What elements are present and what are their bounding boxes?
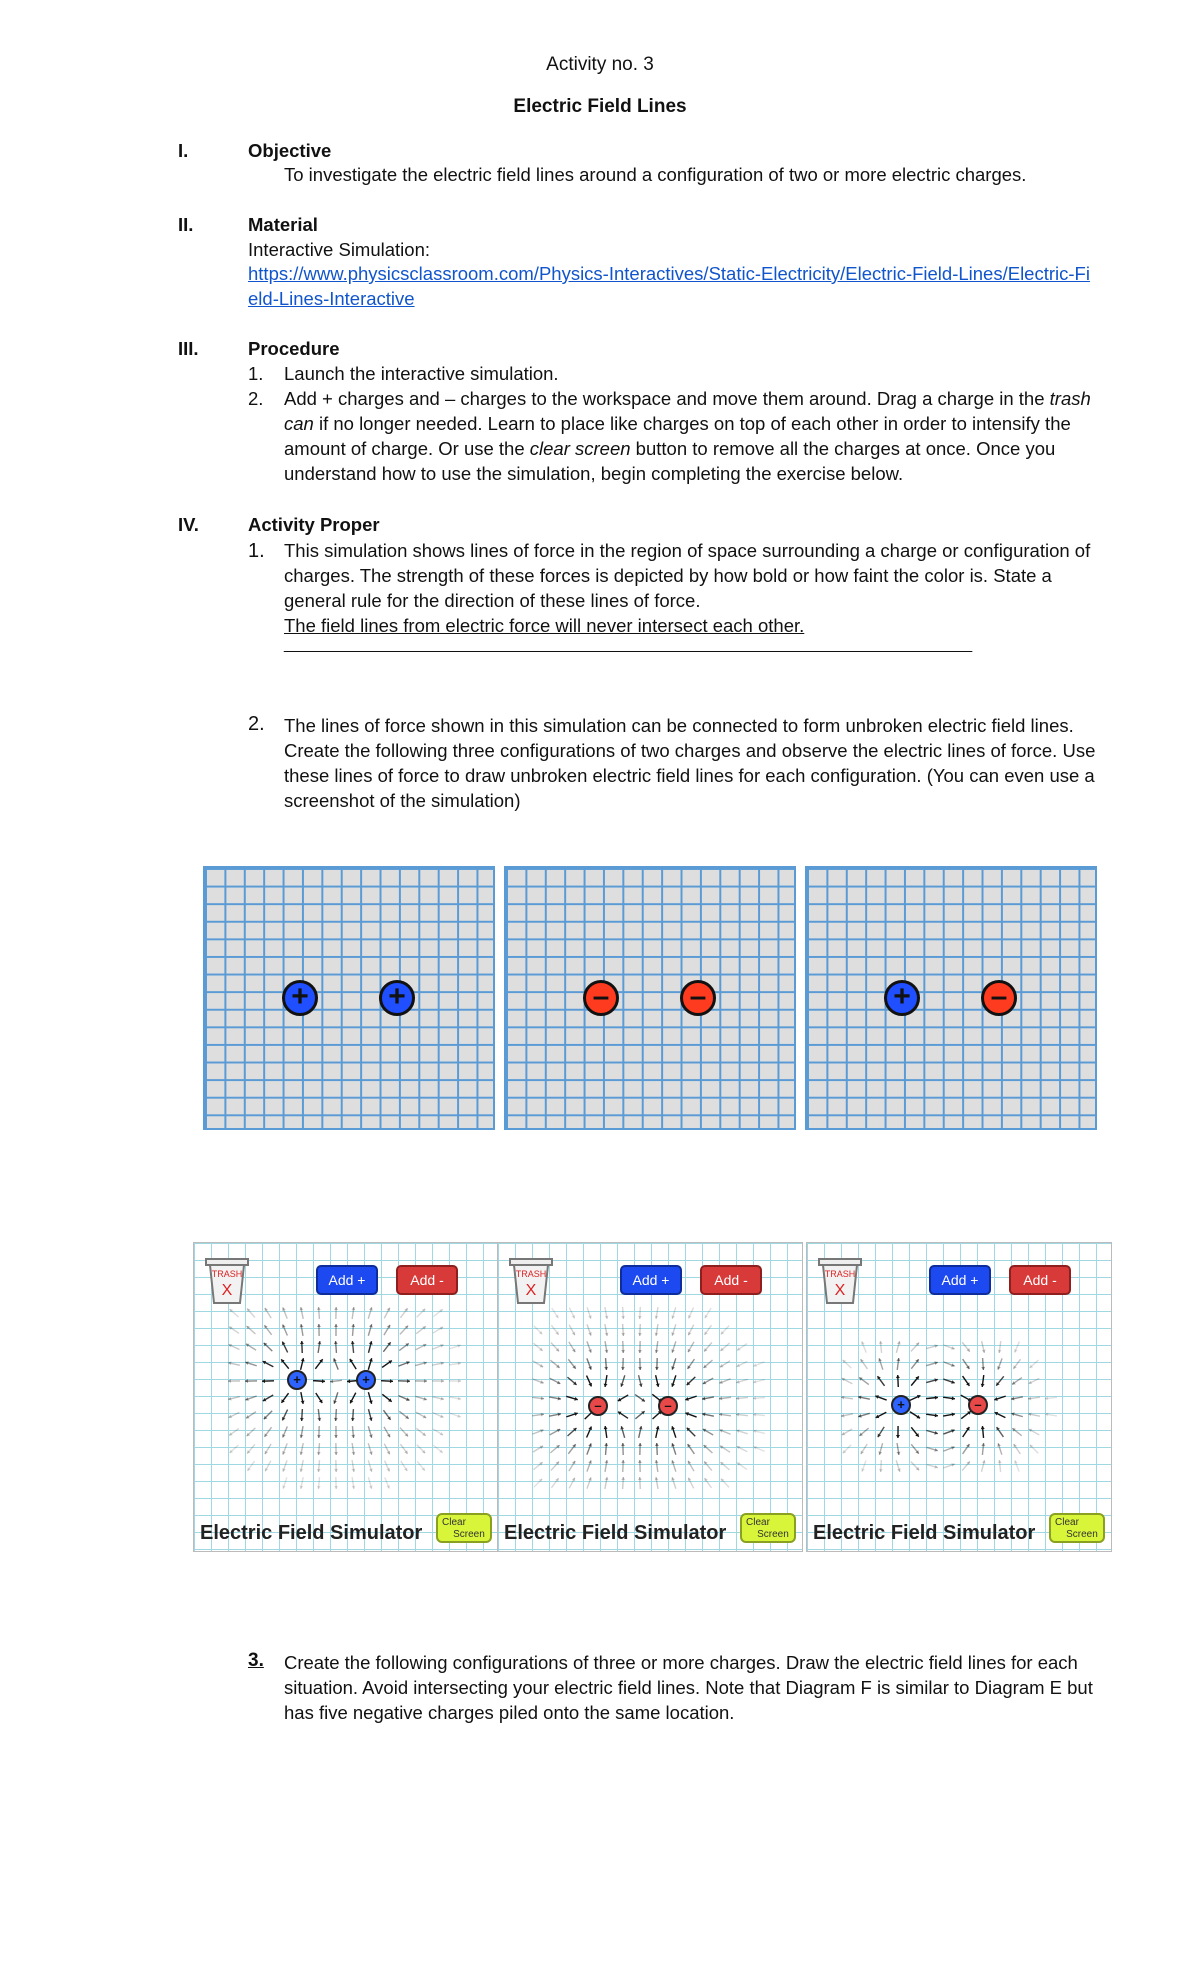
field-arrow-head [334,1452,338,1455]
material-heading: Material [248,214,318,235]
field-arrow-head [334,1435,338,1438]
field-arrow-head [981,1426,985,1429]
field-arrow-head [334,1469,338,1472]
field-arrow-head [896,1358,900,1361]
field-arrow-head [879,1469,883,1472]
objective-heading: Objective [248,140,332,161]
field-arrow-head [753,1413,756,1417]
simulator-screenshot-1 [193,1242,499,1552]
question2-line3: these lines of force to draw unbroken electric field lines for each configuration. (You can even use a [284,765,1095,786]
field-arrow-head [245,1379,248,1383]
question1-line2: charges. The strength of these forces is depicted by how bold or how faint the color is. State a [284,565,1052,586]
question1-answer: The field lines from electric force will never intersect each other. [284,615,805,636]
field-vectors [498,1243,804,1553]
field-arrow-head [317,1469,321,1472]
sim-negative-charge[interactable]: – [588,1396,608,1416]
question1-line1: This simulation shows lines of force in the region of space surrounding a charge or configuration of [284,540,1091,561]
question2-line1: The lines of force shown in this simulation can be connected to form unbroken electric field lines. [284,715,1074,736]
sim-negative-charge[interactable]: – [658,1396,678,1416]
field-arrow-head [935,1396,938,1400]
field-arrow-head [638,1333,642,1336]
simulator-screenshot-3 [806,1242,1112,1552]
field-arrow-head [334,1307,338,1310]
clear-screen-button[interactable]: Clear Screen [436,1513,492,1543]
field-arrow-head [317,1324,321,1327]
svg-text:TRASH: TRASH [211,1269,243,1279]
sim-positive-charge[interactable]: + [356,1370,376,1390]
field-arrow-head [228,1379,231,1383]
activity-heading: Activity Proper [248,514,380,535]
field-arrow-head [638,1477,642,1480]
field-arrow-head [458,1379,461,1383]
positive-charge: + [282,980,318,1016]
sim-positive-charge[interactable]: + [287,1370,307,1390]
question3-number: 3. [248,1650,264,1671]
question2-line4: screenshot of the simulation) [284,790,521,811]
field-arrow-head [621,1460,625,1463]
simulator-title: Electric Field Simulator [200,1522,423,1544]
add-negative-button[interactable]: Add - [1009,1265,1071,1295]
field-vectors [194,1243,500,1553]
question1-line3: general rule for the direction of these lines of force. [284,590,701,611]
svg-text:X: X [221,1282,233,1299]
field-arrow-head [638,1367,642,1370]
field-arrow-head [719,1413,722,1417]
field-arrow-head [753,1396,756,1400]
field-arrow-head [351,1324,355,1327]
field-arrow-head [541,1413,544,1417]
field-arrow-head [638,1316,642,1319]
field-arrow-head [351,1307,355,1310]
question2-line2: Create the following three configurations of two charges and observe the electric lines of force. Use [284,740,1096,761]
question1-number: 1. [248,540,265,562]
question1-blank-line: ________________________________________________________________________________ [284,636,972,653]
sim-positive-charge[interactable]: + [891,1395,911,1415]
field-arrow-head [621,1443,625,1446]
field-arrow-head [638,1443,642,1446]
field-arrow-head [621,1333,625,1336]
section-roman-iv: IV. [178,514,199,535]
section-roman-ii: II. [178,214,194,235]
sim-negative-charge[interactable]: – [968,1395,988,1415]
field-arrow-head [998,1460,1002,1463]
field-arrow-head [334,1418,338,1421]
negative-charge: – [583,980,619,1016]
positive-charge: + [884,980,920,1016]
field-arrow-head [981,1367,985,1370]
field-arrow-head [441,1379,444,1383]
field-arrow-head [621,1316,625,1319]
field-arrow-head [334,1486,338,1489]
field-arrow-head [347,1379,350,1383]
section-roman-iii: III. [178,338,199,359]
field-arrow-head [935,1413,938,1417]
field-arrow-head [330,1379,333,1383]
field-arrow-head [896,1375,900,1378]
field-arrow-head [604,1426,608,1429]
positive-charge: + [379,980,415,1016]
field-arrow-head [638,1350,642,1353]
field-arrow-head [317,1341,321,1344]
field-arrow-head [317,1452,321,1455]
field-arrow-head [736,1413,739,1417]
objective-text: To investigate the electric field lines around a configuration of two or more electric charges. [284,164,1027,185]
field-arrow-head [262,1379,265,1383]
svg-text:X: X [525,1282,537,1299]
page-title: Electric Field Lines [513,96,687,117]
simulation-link-line2[interactable]: eld-Lines-Interactive [248,288,415,309]
material-text: Interactive Simulation: [248,239,431,260]
diagram-two-negative [504,866,796,1130]
add-negative-button[interactable]: Add - [396,1265,458,1295]
field-arrow-head [879,1341,883,1344]
svg-text:X: X [834,1282,846,1299]
field-arrow-head [604,1367,608,1370]
clear-screen-button[interactable]: Clear Screen [740,1513,796,1543]
field-arrow-head [407,1379,410,1383]
section-roman-i: I. [178,140,189,161]
field-arrow-head [334,1324,338,1327]
field-arrow-head [424,1379,427,1383]
field-arrow-head [841,1396,844,1400]
field-arrow-head [655,1460,659,1463]
procedure-step1-number: 1. [248,363,264,384]
field-arrow-head [981,1443,985,1446]
field-arrow-head [317,1307,321,1310]
procedure-step2-number: 2. [248,388,264,409]
question3-line3: has five negative charges piled onto the same location. [284,1702,735,1723]
field-arrow-head [300,1341,304,1344]
field-arrow-head [655,1443,659,1446]
simulator-title: Electric Field Simulator [504,1522,727,1544]
activity-number: Activity no. 3 [546,54,654,75]
field-arrow-head [390,1379,393,1383]
field-arrow-head [300,1418,304,1421]
simulator-title: Electric Field Simulator [813,1522,1036,1544]
field-arrow-head [604,1443,608,1446]
add-positive-button[interactable]: Add + [316,1265,378,1295]
diagram-two-positive [203,866,495,1130]
field-arrow-head [952,1396,955,1400]
field-arrow-head [351,1418,355,1421]
svg-text:TRASH: TRASH [824,1269,856,1279]
procedure-step1-text: Launch the interactive simulation. [284,363,559,384]
add-positive-button[interactable]: Add + [929,1265,991,1295]
field-vectors [807,1243,1113,1553]
field-arrow-head [351,1341,355,1344]
negative-charge: – [680,980,716,1016]
question3-line2: situation. Avoid intersecting your electric field lines. Note that Diagram F is similar to Diagram E but [284,1677,1093,1698]
field-arrow-head [998,1350,1002,1353]
field-arrow-head [334,1341,338,1344]
field-arrow-head [317,1435,321,1438]
simulation-link-line1[interactable]: https://www.physicsclassroom.com/Physics-Interactives/Static-Electricity/Electric-Field-Lines/Electric-Fi [248,263,1090,284]
field-arrow-head [351,1452,355,1455]
field-arrow-head [351,1486,355,1489]
add-positive-button[interactable]: Add + [620,1265,682,1295]
field-arrow-head [621,1350,625,1353]
field-arrow-head [621,1477,625,1480]
procedure-step2-line2: can if no longer needed. Learn to place like charges on top of each other in order to intensify the [284,413,1071,434]
field-arrow-head [351,1435,355,1438]
field-arrow-head [1045,1396,1048,1400]
field-arrow-head [317,1486,321,1489]
field-arrow-head [1028,1396,1031,1400]
field-arrow-head [317,1418,321,1421]
field-arrow-head [638,1460,642,1463]
field-arrow-head [621,1367,625,1370]
simulator-screenshot-2 [497,1242,803,1552]
negative-charge: – [981,980,1017,1016]
field-arrow-head [736,1396,739,1400]
question2-number: 2. [248,713,265,735]
field-arrow-head [896,1435,900,1438]
field-arrow-head [655,1367,659,1370]
field-arrow-head [981,1384,985,1387]
procedure-heading: Procedure [248,338,340,359]
field-arrow-head [541,1396,544,1400]
add-negative-button[interactable]: Add - [700,1265,762,1295]
svg-text:TRASH: TRASH [515,1269,547,1279]
procedure-step2-line3: amount of charge. Or use the clear screen button to remove all the charges at once. Once you [284,438,1056,459]
procedure-step2-line1: Add + charges and – charges to the workspace and move them around. Drag a charge in the trash [284,388,1091,409]
diagram-positive-negative [805,866,1097,1130]
field-arrow-head [719,1396,722,1400]
field-arrow-head [655,1350,659,1353]
procedure-step2-line4: understand how to use the simulation, begin completing the exercise below. [284,463,904,484]
question3-line1: Create the following configurations of three or more charges. Draw the electric field lines for each [284,1652,1078,1673]
field-arrow-head [322,1379,325,1383]
clear-screen-button[interactable]: Clear Screen [1049,1513,1105,1543]
